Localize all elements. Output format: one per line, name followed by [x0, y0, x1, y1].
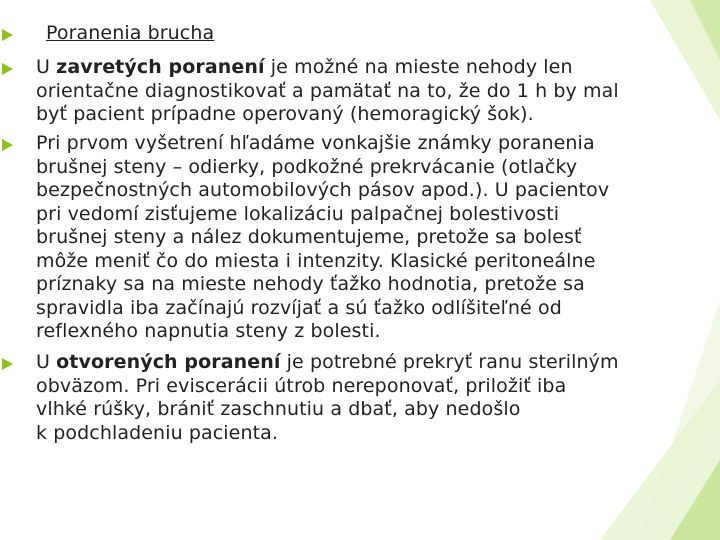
bold-term: otvorených poranení [56, 351, 281, 373]
paragraph-line: brušnej steny a nález dokumentujeme, pretože sa bolesť [36, 226, 582, 248]
triangle-right-icon [2, 29, 13, 41]
paragraph-line: Pri prvom vyšetrení hľadáme vonkajšie známky poranenia [36, 132, 595, 154]
paragraph-line: U zavretých poranení je možné na mieste nehody len [36, 56, 573, 78]
paragraph-line: reflexného napnutia steny z bolesti. [36, 320, 381, 342]
paragraph-line: príznaky sa na mieste nehody ťažko hodnotia, pretože sa [36, 273, 585, 295]
triangle-right-icon [2, 358, 13, 370]
paragraph-line: bezpečnostných automobilových pásov apod.). U pacientov [36, 179, 610, 201]
bold-term: zavretých poranení [56, 56, 265, 78]
paragraph-line: k podchladeniu pacienta. [36, 421, 279, 444]
slide-heading: Poranenia brucha [46, 22, 215, 44]
triangle-right-icon [2, 63, 13, 75]
paragraph-line: obväzom. Pri eviscerácii útrob nereponovať, priložiť iba [36, 374, 567, 397]
paragraph-line: orientačne diagnostikovať a pamätať na to, že do 1 h by mal [36, 79, 619, 102]
paragraph-line: pri vedomí zisťujeme lokalizáciu palpačnej bolestivosti [36, 202, 560, 225]
paragraph-line: vlhké rúšky, brániť zaschnutiu a dbať, aby nedošlo [36, 398, 521, 420]
triangle-right-icon [2, 139, 13, 151]
paragraph-line: U otvorených poranení je potrebné prekryť ranu sterilným [36, 351, 619, 373]
paragraph-line: brušnej steny – odierky, podkožné prekrvácanie (otlačky [36, 155, 578, 178]
paragraph-line: byť pacient prípadne operovaný (hemoragický šok). [36, 103, 534, 125]
paragraph-line: spravidla iba začínajú rozvíjať a sú ťažko odlíšiteľné od [36, 296, 562, 319]
paragraph-line: môže meniť čo do miesta i intenzity. Klasické peritoneálne [36, 249, 596, 272]
